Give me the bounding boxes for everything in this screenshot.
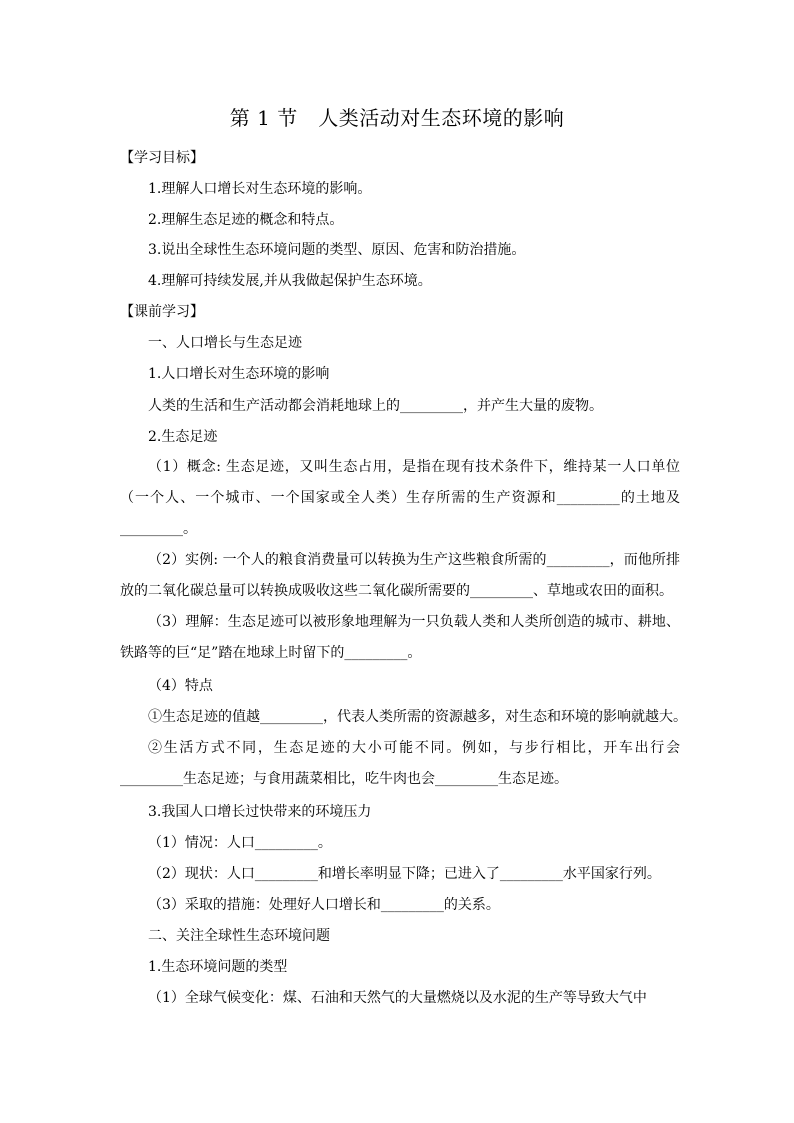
section-heading: 一、人口增长与生态足迹 xyxy=(148,335,302,351)
paragraph-concept: （1）概念: 生态足迹，又叫生态占用，是指在现有技术条件下，维持某一人口单位（一个人、一个城市、一个国家或全人类）生存所需的生产资源和_________的土地及_________。 xyxy=(120,459,680,537)
objective-item: 2.理解生态足迹的概念和特点。 xyxy=(148,212,344,228)
subsection-heading: 3.我国人口增长过快带来的环境压力 xyxy=(148,804,372,820)
paragraph-lifestyle: ②生活方式不同，生态足迹的大小可能不同。例如，与步行相比，开车出行会_________生态足迹；与食用蔬菜相比，吃牛肉也会_________生态足迹。 xyxy=(120,740,680,787)
paragraph-understanding: （3）理解：生态足迹可以被形象地理解为一只负载人类和人类所创造的城市、耕地、铁路等的巨“足”踏在地球上时留下的_________。 xyxy=(120,614,680,661)
subsection-heading: 1.生态环境问题的类型 xyxy=(148,959,288,975)
objective-item: 1.理解人口增长对生态环境的影响。 xyxy=(148,181,372,197)
section-heading: 二、关注全球性生态环境问题 xyxy=(148,928,330,944)
paragraph: （1）情况：人口_________。 xyxy=(148,835,332,851)
subsection-heading: （4）特点 xyxy=(148,678,213,694)
objective-item: 4.理解可持续发展,并从我做起保护生态环境。 xyxy=(148,273,432,289)
page-title: 第 1 节 人类活动对生态环境的影响 xyxy=(229,106,565,130)
paragraph: ①生态足迹的值越_________，代表人类所需的资源越多，对生态和环境的影响就越大。 xyxy=(148,709,687,725)
paragraph: （2）现状：人口_________和增长率明显下降；已进入了_________水平国家行列。 xyxy=(148,866,661,882)
paragraph: （3）采取的措施：处理好人口增长和_________的关系。 xyxy=(148,897,500,913)
objective-item: 3.说出全球性生态环境问题的类型、原因、危害和防治措施。 xyxy=(148,242,526,258)
subsection-heading: 1.人口增长对生态环境的影响 xyxy=(148,366,330,382)
paragraph: 人类的生活和生产活动都会消耗地球上的_________，并产生大量的废物。 xyxy=(148,398,603,414)
objectives-heading: 【学习目标】 xyxy=(120,150,204,166)
paragraph: （1）全球气候变化：煤、石油和天然气的大量燃烧以及水泥的生产等导致大气中 xyxy=(148,990,647,1006)
paragraph-example: （2）实例: 一个人的粮食消费量可以转换为生产这些粮食所需的_________，而他所排放的二氧化碳总量可以转换成吸收这些二氧化碳所需要的_________、草地或农田的面积。 xyxy=(120,552,680,599)
pre-study-heading: 【课前学习】 xyxy=(120,304,204,320)
subsection-heading: 2.生态足迹 xyxy=(148,429,218,445)
